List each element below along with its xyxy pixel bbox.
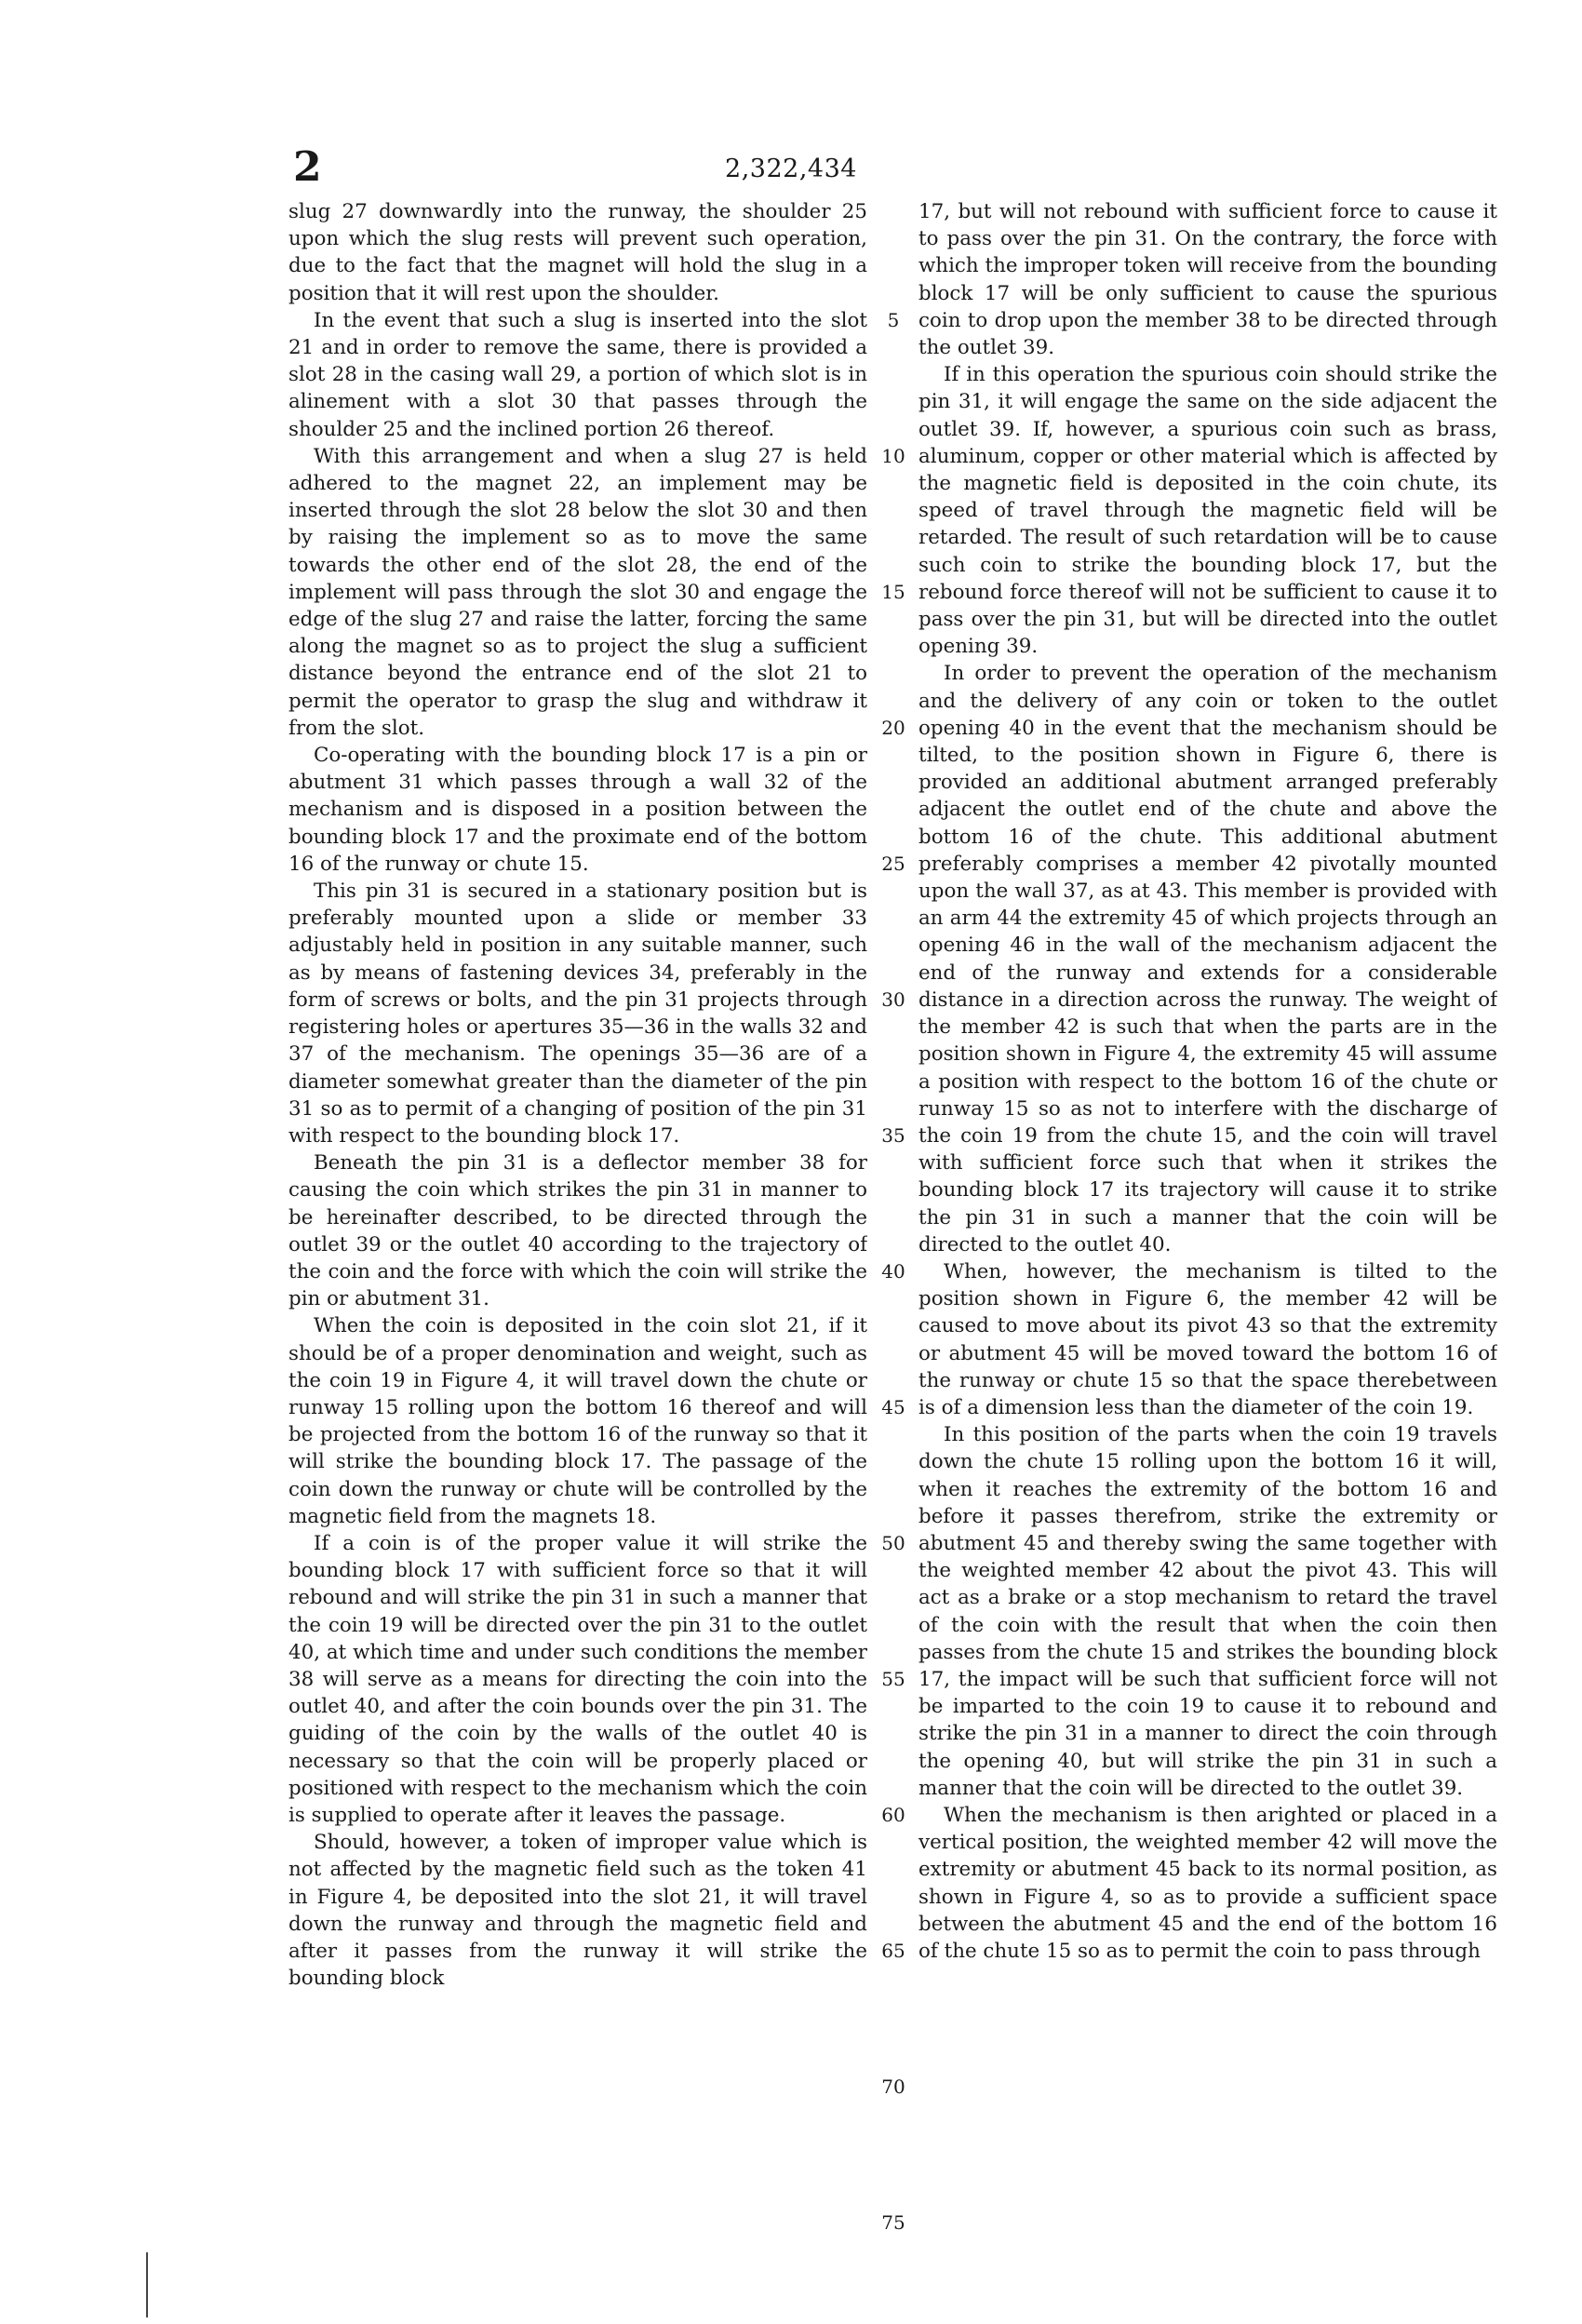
page-number: 2 <box>293 143 322 191</box>
line-number: 75 <box>881 2210 905 2234</box>
paragraph: When, however, the mechanism is tilted to the position shown in Figure 6, the member 42 will be caused to move about its pivot 43 so that the extremity or abutment 45 will be moved toward the bottom 16 of the runway or chute 15 so that the space therebetween is of a dimension less than the diameter of the coin 19. <box>918 1259 1497 1419</box>
paragraph: 17, but will not rebound with sufficient force to cause it to pass over the pin 31. On the contrary, the force with which the improper token will receive from the bounding block 17 will be only sufficient to cause the spurious coin to drop upon the member 38 to be directed through the outlet 39. <box>918 200 1497 360</box>
line-number: 40 <box>881 1259 905 1283</box>
paragraph: When the mechanism is then arighted or placed in a vertical position, the weighted member 42 will move the extremity or abutment 45 back to its normal position, as shown in Figure 4, so as to provide a sufficient space between the abutment 45 and the end of the bottom 16 of the chute 15 so as to permit the coin to pass through <box>918 1803 1497 1963</box>
paragraph: When the coin is deposited in the coin slot 21, if it should be of a proper denomination and weight, such as the coin 19 in Figure 4, it will travel down the chute or runway 15 rolling upon the bottom 16 thereof and will be projected from the bottom 16 of the runway so that it will strike the bounding block 17. The passage of the coin down the runway or chute will be controlled by the magnetic field from the magnets 18. <box>288 1314 867 1528</box>
line-number: 20 <box>881 716 905 739</box>
line-number: 35 <box>881 1123 905 1147</box>
line-number: 70 <box>881 2075 905 2098</box>
paragraph: In order to prevent the operation of the mechanism and the delivery of any coin or token to the outlet opening 40 in the event that the mechanism should be tilted, to the position shown in Figure 6, there is provided an additional abutment arranged preferably adjacent the outlet end of the chute and above the bottom 16 of the chute. This additional abutment preferably comprises a member 42 pivotally mounted upon the wall 37, as at 43. This member is provided with an arm 44 the extremity 45 of which projects through an opening 46 in the wall of the mechanism adjacent the end of the runway and extends for a considerable distance in a direction across the runway. The weight of the member 42 is such that when the parts are in the position shown in Figure 4, the extremity 45 will assume a position with respect to the bottom 16 of the chute or runway 15 so as not to interfere with the discharge of the coin 19 from the chute 15, and the coin will travel with sufficient force such that when it strikes the bounding block 17 its trajectory will cause it to strike the pin 31 in such a manner that the coin will be directed to the outlet 40. <box>918 662 1497 1256</box>
line-number: 60 <box>881 1803 905 1826</box>
line-number: 10 <box>881 444 905 467</box>
line-number: 45 <box>881 1395 905 1418</box>
line-number: 30 <box>881 987 905 1011</box>
line-number: 25 <box>881 852 905 875</box>
paragraph: If a coin is of the proper value it will strike the bounding block 17 with sufficient force so that it will rebound and will strike the pin 31 in such a manner that the coin 19 will be directed over the pin 31 to the outlet 40, at which time and under such conditions the member 38 will serve as a means for directing the coin into the outlet 40, and after the coin bounds over the pin 31. The guiding of the coin by the walls of the outlet 40 is necessary so that the coin will be properly placed or positioned with respect to the mechanism which the coin is supplied to operate after it leaves the passage. <box>288 1531 867 1827</box>
line-number: 55 <box>881 1667 905 1690</box>
line-number: 65 <box>881 1939 905 1962</box>
line-number: 50 <box>881 1531 905 1554</box>
left-text-column <box>288 198 867 2255</box>
paragraph: This pin 31 is secured in a stationary position but is preferably mounted upon a slide or member 33 adjustably held in position in any suitable manner, such as by means of fastening devices 34, preferably in the form of screws or bolts, and the pin 31 projects through registering holes or apertures 35—36 in the walls 32 and 37 of the mechanism. The openings 35—36 are of a diameter somewhat greater than the diameter of the pin 31 so as to permit of a changing of position of the pin 31 with respect to the bounding block 17. <box>288 880 867 1148</box>
paragraph: With this arrangement and when a slug 27 is held adhered to the magnet 22, an implement may be inserted through the slot 28 below the slot 30 and then by raising the implement so as to move the same towards the other end of the slot 28, the end of the implement will pass through the slot 30 and engage the edge of the slug 27 and raise the latter, forcing the same along the magnet so as to project the slug a sufficient distance beyond the entrance end of the slot 21 to permit the operator to grasp the slug and withdraw it from the slot. <box>288 444 867 740</box>
paragraph: Co-operating with the bounding block 17 is a pin or abutment 31 which passes through a wall 32 of the mechanism and is disposed in a position between the bounding block 17 and the proximate end of the bottom 16 of the runway or chute 15. <box>288 744 867 876</box>
right-text-column <box>918 198 1497 2255</box>
paragraph: In this position of the parts when the coin 19 travels down the chute 15 rolling upon the bottom 16 it will, when it reaches the extremity of the bottom 16 and before it passes therefrom, strike the extremity or abutment 45 and thereby swing the same together with the weighted member 42 about the pivot 43. This will act as a brake or a stop mechanism to retard the travel of the coin with the result that when the coin then passes from the chute 15 and strikes the bounding block 17, the impact will be such that sufficient force will not be imparted to the coin 19 to cause it to rebound and strike the pin 31 in a manner to direct the coin through the opening 40, but will strike the pin 31 in such a manner that the coin will be directed to the outlet 39. <box>918 1423 1497 1800</box>
margin-line-numbers <box>870 198 917 2255</box>
paragraph: slug 27 downwardly into the runway, the shoulder 25 upon which the slug rests will prevent such operation, due to the fact that the magnet will hold the slug in a position that it will rest upon the shoulder. <box>288 200 867 305</box>
paragraph: Should, however, a token of improper value which is not affected by the magnetic field such as the token 41 in Figure 4, be deposited into the slot 21, it will travel down the runway and through the magnetic field and after it passes from the runway it will strike the bounding block <box>288 1831 867 1991</box>
line-number: 15 <box>881 580 905 603</box>
paragraph: In the event that such a slug is inserted into the slot 21 and in order to remove the same, there is provided a slot 28 in the casing wall 29, a portion of which slot is in alinement with a slot 30 that passes through the shoulder 25 and the inclined portion 26 thereof. <box>288 308 867 441</box>
paragraph: Beneath the pin 31 is a deflector member 38 for causing the coin which strikes the pin 31 in manner to be hereinafter described, to be directed through the outlet 39 or the outlet 40 according to the trajectory of the coin and the force with which the coin will strike the pin or abutment 31. <box>288 1151 867 1311</box>
margin-rule <box>146 2252 148 2317</box>
patent-number: 2,322,434 <box>725 154 857 183</box>
line-number: 5 <box>887 308 900 331</box>
paragraph: If in this operation the spurious coin should strike the pin 31, it will engage the same on the side adjacent the outlet 39. If, however, a spurious coin such as brass, aluminum, copper or other material which is affected by the magnetic field is deposited in the coin chute, its speed of travel through the magnetic field will be retarded. The result of such retardation will be to cause such coin to strike the bounding block 17, but the rebound force thereof will not be sufficient to cause it to pass over the pin 31, but will be directed into the outlet opening 39. <box>918 363 1497 659</box>
